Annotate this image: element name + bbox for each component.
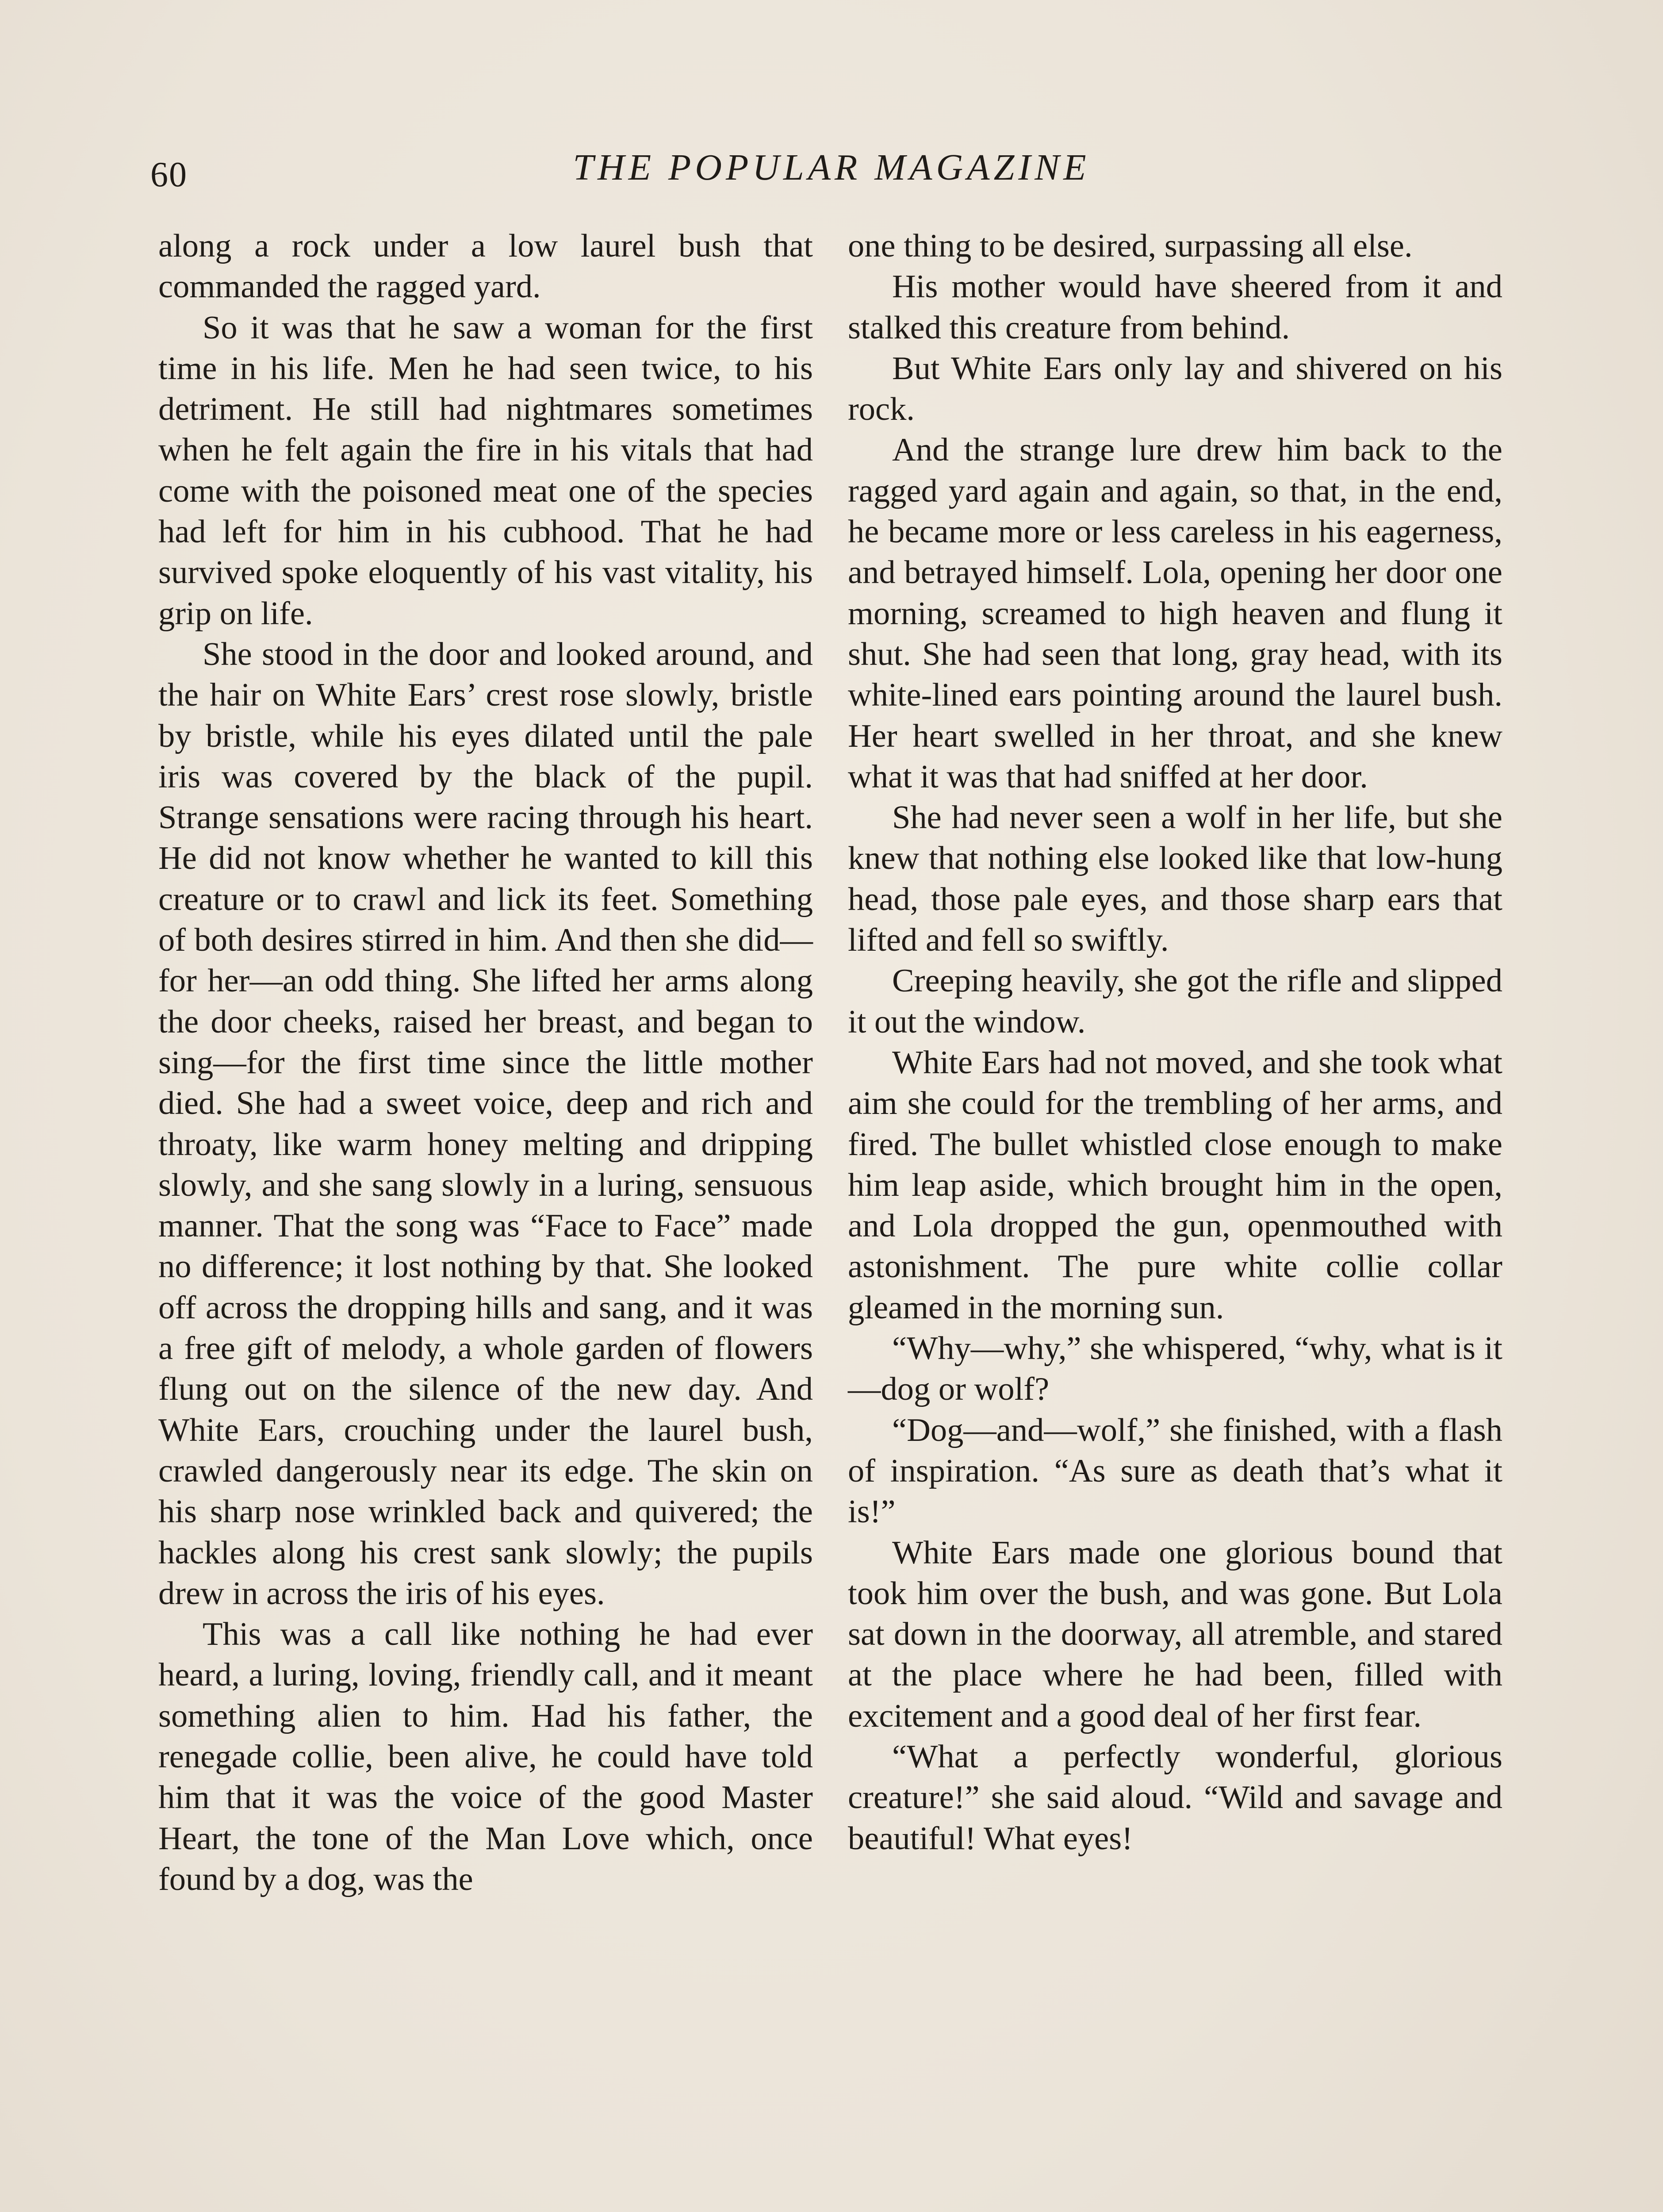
paragraph: “Why—why,” she whispered, “why, what is it—dog or wolf? [848, 1330, 1502, 1408]
paragraph: one thing to be desired, surpassing all else. [848, 228, 1413, 264]
paragraph: This was a call like nothing he had ever heard, a luring, loving, friendly call, and it meant something alien to him. Had his father, the renegade collie, been alive, he could have told him that it was the voice of the good Master Heart, the tone of the Man Love which, once found by a dog, was the [158, 1616, 813, 1897]
page-header [150, 146, 1513, 204]
paragraph: “What a perfectly wonderful, glorious creature!” she said aloud. “Wild and savage and beautiful! What eyes! [848, 1738, 1502, 1857]
paragraph: She had never seen a wolf in her life, but she knew that nothing else looked like that low-hung head, those pale eyes, and those sharp ears that lifted and fell so swiftly. [848, 799, 1502, 959]
paragraph: White Ears had not moved, and she took what aim she could for the trembling of her arms, and fired. The bullet whistled close enough to make him leap aside, which brought him in the open, and Lola dropped the gun, openmouthed with astonishment. The pure white collie collar gleamed in the morning sun. [848, 1044, 1502, 1326]
paragraph: White Ears made one glorious bound that took him over the bush, and was gone. But Lola sat down in the doorway, all atremble, and stared at the place where he had been, filled with excitement and a good deal of her first fear. [848, 1534, 1502, 1734]
running-title: THE POPULAR MAGAZINE [573, 147, 1090, 188]
page-number: 60 [150, 155, 188, 194]
paragraph: Creeping heavily, she got the rifle and slipped it out the window. [848, 963, 1502, 1040]
paragraph: But White Ears only lay and shivered on his rock. [848, 350, 1502, 428]
paragraph: She stood in the door and looked around, and the hair on White Ears’ crest rose slowly, bristle by bristle, while his eyes dilated until the pale iris was covered by the black of the pupil. Strange sensations were racing through his heart. He did not know whether he wanted to kill this creature or to crawl and lick its feet. Something of both desires stirred in him. And then she did—for her—an odd thing. She lifted her arms along the door cheeks, raised her breast, and began to sing—for the first time since the little mother died. She had a sweet voice, deep and rich and throaty, like warm honey melting and dripping slowly, and she sang slowly in a luring, sensuous manner. That the song was “Face to Face” made no difference; it lost nothing by that. She looked off across the dropping hills and sang, and it was a free gift of melody, a whole garden of flowers flung out on the silence of the new day. And White Ears, crouching under the laurel bush, crawled dangerously near its edge. The skin on his sharp nose wrinkled back and quivered; the hackles along his crest sank slowly; the pupils drew in across the iris of his eyes. [158, 636, 813, 1612]
paragraph: His mother would have sheered from it and stalked this creature from behind. [848, 269, 1502, 346]
right-column [848, 226, 1502, 1859]
left-column [158, 226, 813, 1900]
paragraph: “Dog—and—wolf,” she finished, with a flash of inspiration. “As sure as death that’s what it is!” [848, 1412, 1502, 1530]
paragraph: So it was that he saw a woman for the first time in his life. Men he had seen twice, to his detriment. He still had nightmares sometimes when he felt again the fire in his vitals that had come with the poisoned meat one of the species had left for him in his cubhood. That he had survived spoke eloquently of his vast vitality, his grip on life. [158, 309, 813, 632]
paragraph: And the strange lure drew him back to the ragged yard again and again, so that, in the end, he became more or less careless in his eagerness, and betrayed himself. Lola, opening her door one morning, screamed to high heaven and flung it shut. She had seen that long, gray head, with its white-lined ears pointing around the laurel bush. Her heart swelled in her throat, and she knew what it was that had sniffed at her door. [848, 432, 1502, 795]
paragraph: along a rock under a low laurel bush that commanded the ragged yard. [158, 228, 813, 305]
